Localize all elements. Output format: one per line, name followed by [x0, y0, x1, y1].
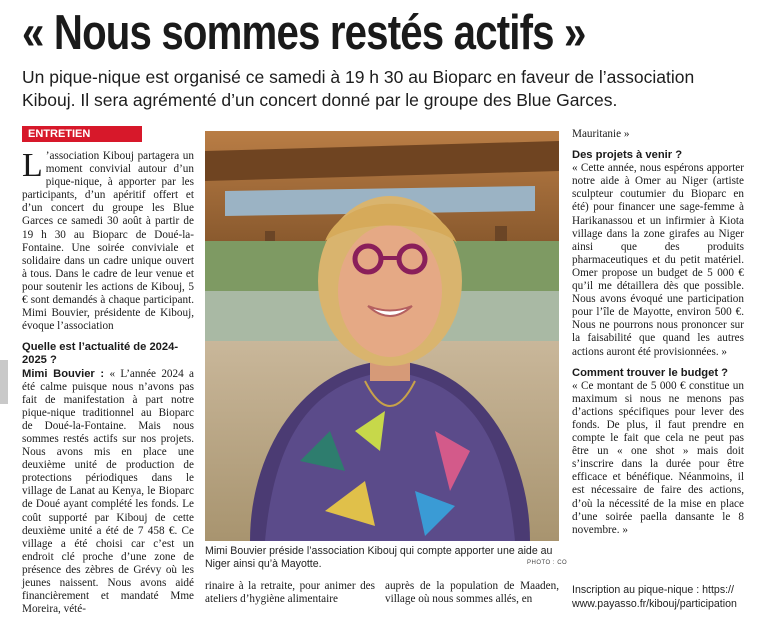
question-1: Quelle est l’actualité de 2024-2025 ? — [22, 341, 179, 367]
question-2: Des projets à venir ? — [572, 149, 683, 162]
lede: Un pique-nique est organisé ce samedi à 19 h 30 au Bioparc en faveur de l’association Kibouj. Il sera agrémenté d’un concert donné par le groupe des Blue Garces. — [22, 67, 695, 110]
column-4 — [572, 128, 744, 537]
portrait-photo — [205, 131, 559, 541]
answer-1-text: « L’année 2024 a été calme puisque nous n’avons pas fait de manifestation à part notre pique-nique traditionnel au Bioparc de Doué-la-Fontaine. Mais nous sommes restés actifs sur nos projets. Nous avons mis en place une deuxième unité de production de protections périodiques dans le village de Lanat au Kenya, le Bioparc de Doué ayant complété les fonds. Le coût supporté par Kibouj de cette deuxième unité a été de 7 458 €. Ce village a été choisi car c’est un endroit clé proche d’une zone de présence des zèbres de Grévy où les jeunes naissent. Nous avons aidé financièrement et mandaté Mme Moreira, vété- — [22, 367, 194, 616]
section-label: ENTRETIEN — [22, 126, 142, 142]
page-edge-tab — [0, 360, 8, 404]
photo-credit: PHOTO : CO — [527, 560, 568, 566]
dropcap: L — [22, 147, 43, 184]
headline: « Nous sommes restés actifs » — [22, 6, 586, 60]
answer-1 — [22, 368, 194, 617]
answer-2: « Cette année, nous espérons apporter notre aide à Omer au Niger (artiste sculpteur coutumier du Bioparc en été) pour financer une sage-femme à Harikanassou et un infirmier à Kiota village dans la zone girafes au Niger ainsi que des produits pharmaceutiques et du petit matériel. Omer propose un budget de 5 000 € qu’il me détaillera dès que possible. Nous avons évoqué une participation pour l’île de Mayotte, environ 500 €. Nous ne pourrons nous prononcer sur la faisabilité que quand les autres actions auront été provisionnées. » — [572, 162, 744, 358]
continued-text: Mauritanie » — [572, 128, 630, 140]
speaker-name: Mimi Bouvier : — [22, 367, 105, 380]
inscription-url[interactable]: www.payasso.fr/kibouj/participation — [572, 597, 737, 610]
intro-paragraph — [22, 147, 194, 333]
inscription-box — [572, 584, 752, 611]
inscription-label: Inscription au pique-nique : https:// — [572, 584, 734, 596]
answer-3: « Ce montant de 5 000 € constitue un maximum si nous ne menons pas d’actions spécifiques pour lever des fonds. De plus, il faut prendre en compte le fait que cela ne peut pas être un « one shot » mais doit s’inscrire dans la durée pour être efficace et bénéfique. Néanmoins, il est nécessaire de faire des actions, d’où la nécessité de la mise en place d’une soirée paella dansante le 8 novembre. » — [572, 379, 744, 536]
photo-caption: Mimi Bouvier préside l’association Kibouj qui compte apporter une aide au Niger ainsi qu’à Mayotte. — [205, 545, 553, 570]
photo-illustration — [205, 131, 559, 541]
column-1 — [22, 147, 194, 616]
intro-text: ’association Kibouj partagera un moment convivial autour d’un pique-nique, à apporter par les participants, d’un apéritif offert et d’un concert du groupe les Blue Garces ce samedi 30 août à partir de 19 h 30 au Bioparc de Doué-la-Fontaine. Une soirée conviviale et solidaire dans un cadre unique ouvert à tous. Dans le cadre de leur venue et pour soutenir les actions de Kibouj, 5 € sont demandés à chaque participant. Mimi Bouvier, présidente de Kibouj, évoque l’association — [22, 150, 194, 333]
column-2-text: rinaire à la retraite, pour animer des ateliers d’hygiène alimentaire — [205, 580, 375, 606]
column-3-text: auprès de la population de Maaden, village où nous sommes allés, en — [385, 580, 559, 606]
question-3: Comment trouver le budget ? — [572, 366, 729, 379]
